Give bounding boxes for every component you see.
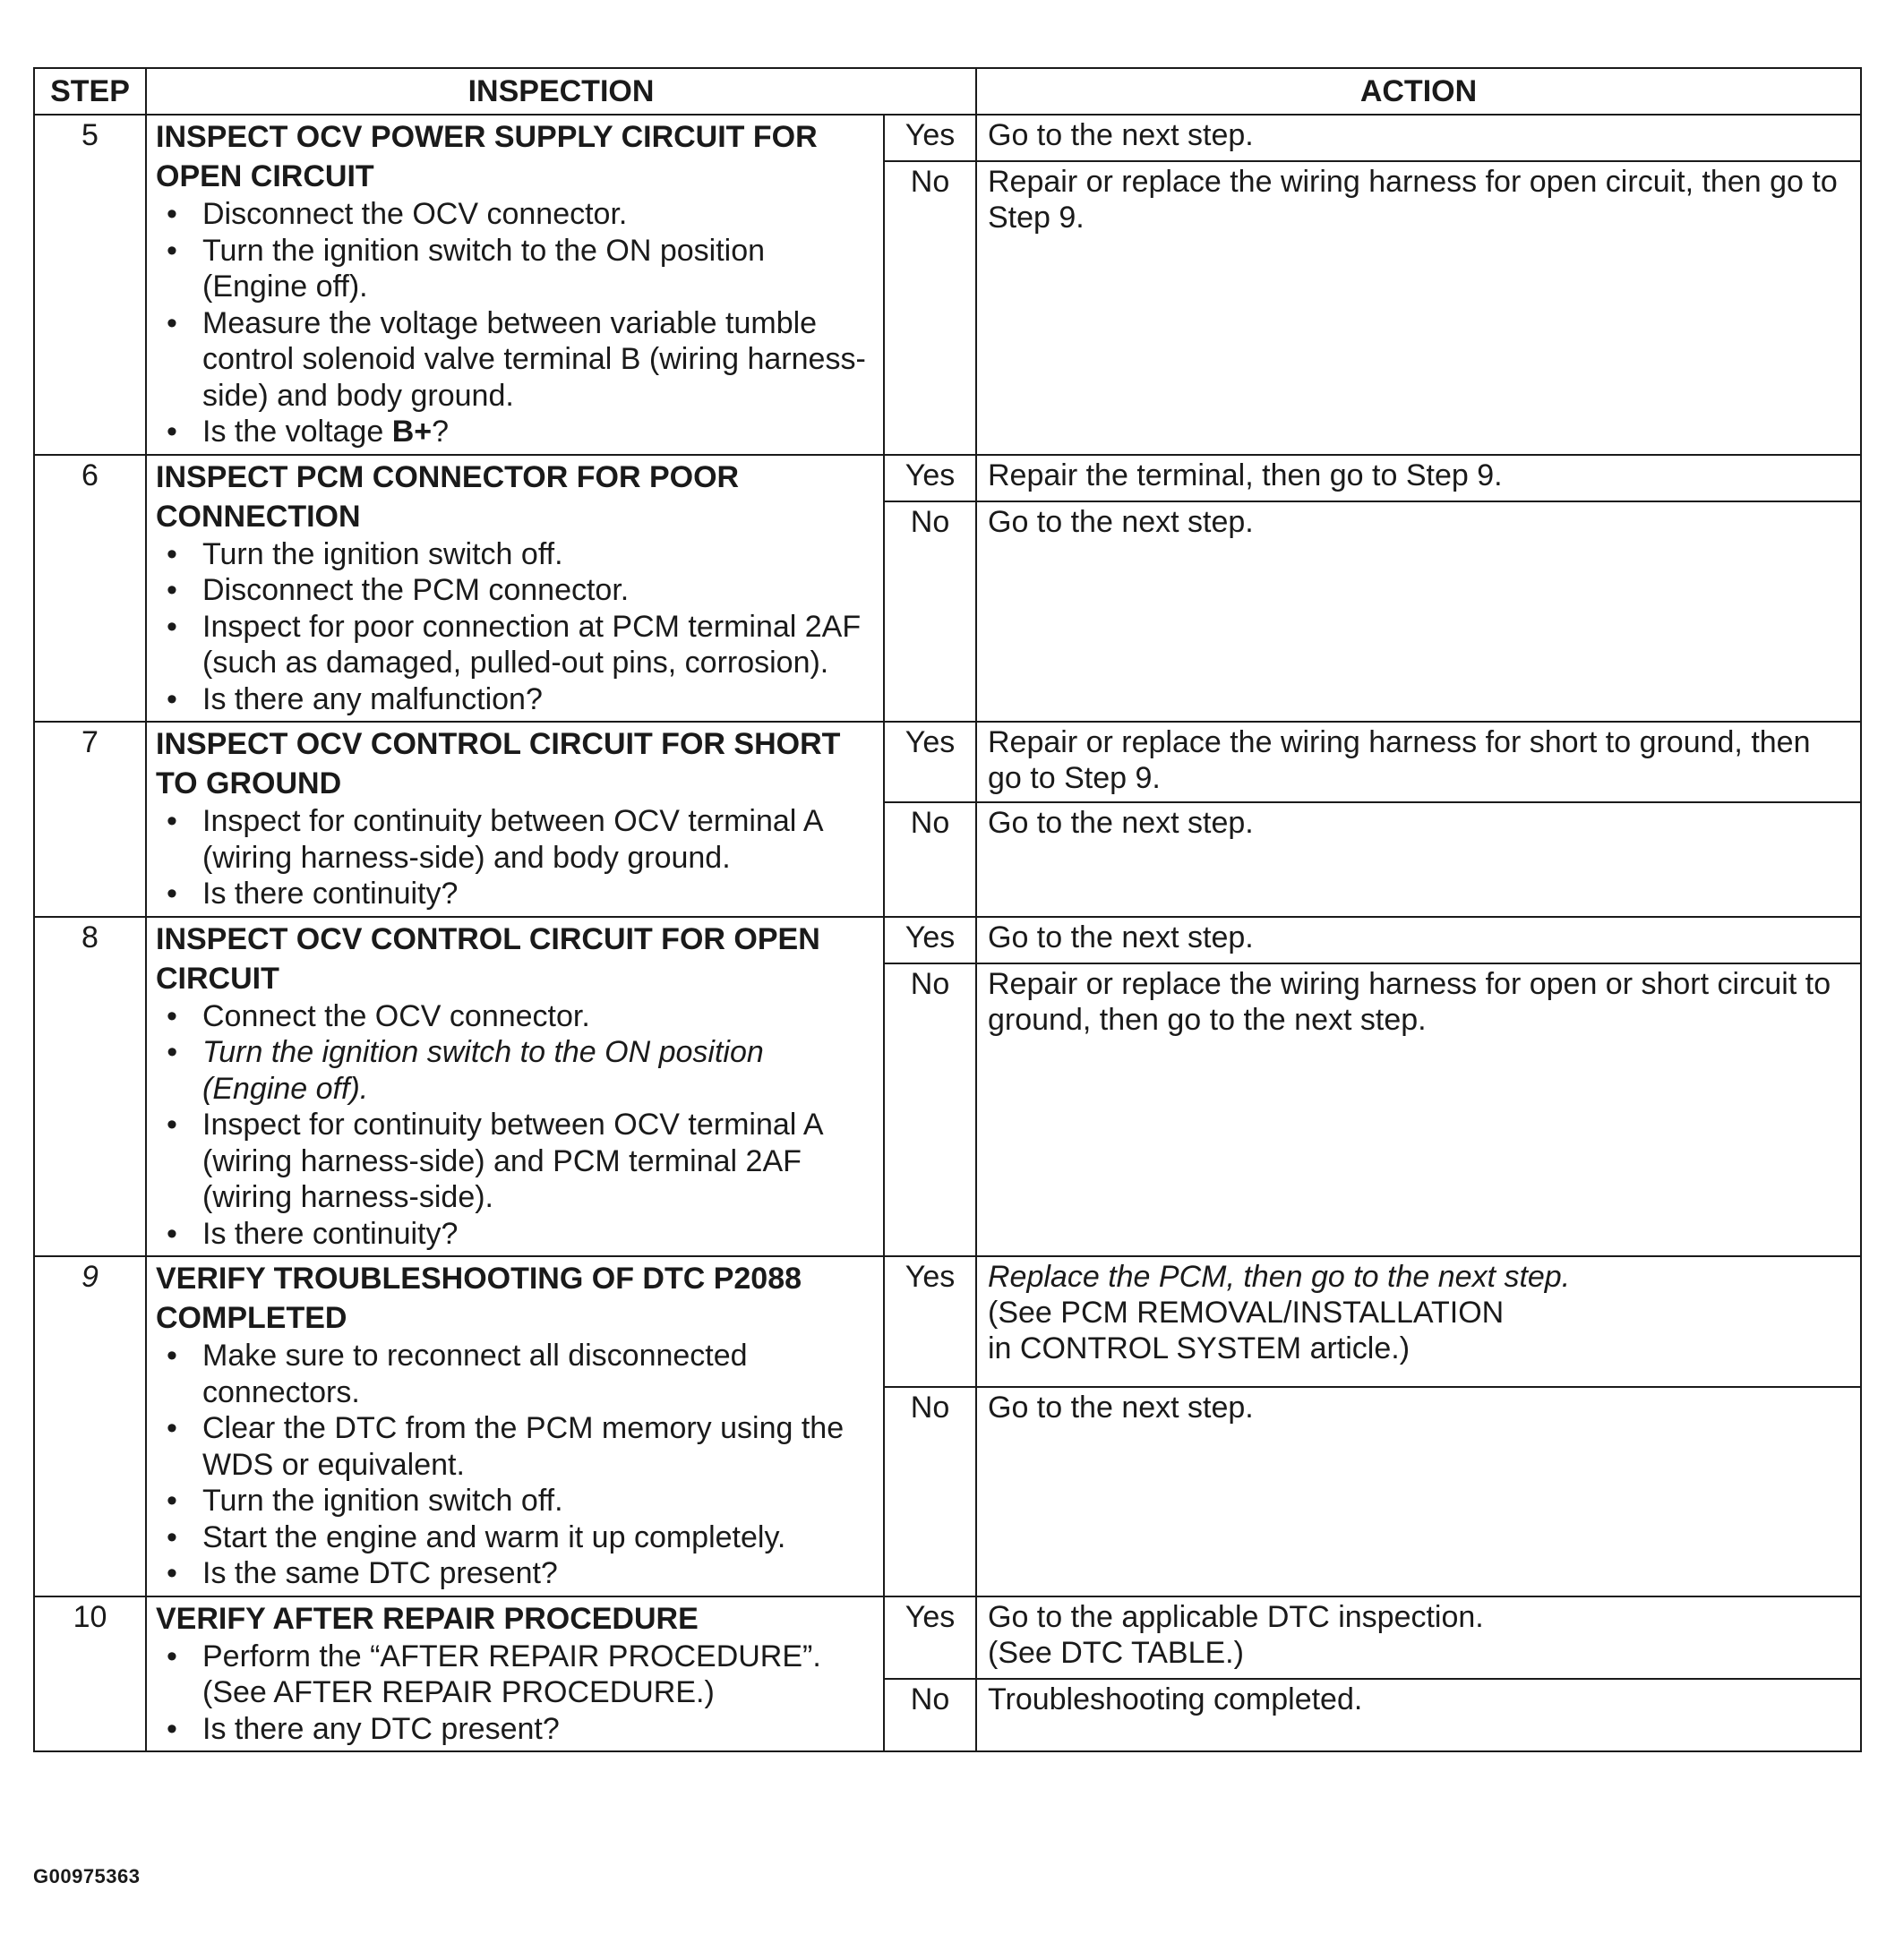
action-line: Replace the PCM, then go to the next step. xyxy=(988,1260,1571,1294)
yes-action: Go to the next step. xyxy=(976,917,1861,963)
no-action: Repair or replace the wiring harness for open circuit, then go to Step 9. xyxy=(976,161,1861,455)
list-item: • Perform the “AFTER REPAIR PROCEDURE”. (See AFTER REPAIR PROCEDURE.) xyxy=(202,1639,874,1711)
inspection-cell xyxy=(146,722,884,917)
no-action: Repair or replace the wiring harness for open or short circuit to ground, then go to the next step. xyxy=(976,963,1861,1257)
inspection-title: INSPECT PCM CONNECTOR FOR POOR CONNECTION xyxy=(156,459,740,534)
yes-action xyxy=(976,1596,1861,1679)
step-number: 10 xyxy=(34,1596,146,1752)
action-line: (See PCM REMOVAL/INSTALLATION xyxy=(988,1296,1505,1330)
list-item: • Is there any DTC present? xyxy=(202,1711,874,1748)
inspection-cell xyxy=(146,1596,884,1752)
table-row xyxy=(34,1256,1861,1387)
inspection-title: VERIFY AFTER REPAIR PROCEDURE xyxy=(156,1601,699,1636)
yes-label: Yes xyxy=(884,1596,976,1679)
inspection-cell xyxy=(146,115,884,455)
header-inspection: INSPECTION xyxy=(146,68,976,115)
yes-action: Repair the terminal, then go to Step 9. xyxy=(976,455,1861,501)
step-number: 6 xyxy=(34,455,146,723)
inspection-cell xyxy=(146,917,884,1257)
yes-label: Yes xyxy=(884,917,976,963)
list-item: • Clear the DTC from the PCM memory using the WDS or equivalent. xyxy=(202,1410,874,1483)
no-action: Go to the next step. xyxy=(976,802,1861,917)
no-label: No xyxy=(884,501,976,723)
table-row xyxy=(34,1596,1861,1679)
list-item: • Turn the ignition switch to the ON position (Engine off). xyxy=(202,1034,874,1107)
header-step: STEP xyxy=(34,68,146,115)
list-item: • Inspect for poor connection at PCM terminal 2AF (such as damaged, pulled-out pins, corrosion). xyxy=(202,609,874,681)
table-row xyxy=(34,455,1861,501)
inspection-title: VERIFY TROUBLESHOOTING OF DTC P2088 COMPLETED xyxy=(156,1262,802,1335)
step-number: 5 xyxy=(34,115,146,455)
yes-label: Yes xyxy=(884,455,976,501)
inspection-cell xyxy=(146,1256,884,1596)
no-label: No xyxy=(884,802,976,917)
list-item: • Is there continuity? xyxy=(202,876,874,912)
inspection-bullets xyxy=(156,1338,874,1592)
yes-label: Yes xyxy=(884,115,976,161)
list-item: • Is there any malfunction? xyxy=(202,681,874,718)
header-row xyxy=(34,68,1861,115)
action-line: (See DTC TABLE.) xyxy=(988,1635,1244,1670)
inspection-title: INSPECT OCV CONTROL CIRCUIT FOR SHORT TO GROUND xyxy=(156,727,841,800)
no-action: Troubleshooting completed. xyxy=(976,1679,1861,1752)
inspection-bullets xyxy=(156,536,874,718)
list-item: • Is the same DTC present? xyxy=(202,1555,874,1592)
inspection-bullets xyxy=(156,803,874,912)
inspection-bullets xyxy=(156,998,874,1253)
bullet-text: Is the voltage xyxy=(202,415,392,449)
bullet-text: ? xyxy=(432,415,450,449)
no-label: No xyxy=(884,1387,976,1596)
yes-action: Repair or replace the wiring harness for short to ground, then go to Step 9. xyxy=(976,722,1861,802)
list-item: • Inspect for continuity between OCV terminal A (wiring harness-side) and PCM terminal 2AF (wiring harness-side). xyxy=(202,1107,874,1216)
yes-action xyxy=(976,1256,1861,1387)
bold-value: B+ xyxy=(391,415,433,449)
inspection-title: INSPECT OCV POWER SUPPLY CIRCUIT FOR OPEN CIRCUIT xyxy=(156,120,818,193)
step-number: 7 xyxy=(34,722,146,917)
list-item: • Disconnect the PCM connector. xyxy=(202,572,874,609)
figure-id: G00975363 xyxy=(33,1865,141,1887)
no-action: Go to the next step. xyxy=(976,501,1861,723)
table-row xyxy=(34,917,1861,963)
no-label: No xyxy=(884,1679,976,1752)
action-line: Go to the applicable DTC inspection. xyxy=(988,1599,1484,1634)
yes-label: Yes xyxy=(884,722,976,802)
list-item: • Disconnect the OCV connector. xyxy=(202,196,874,233)
no-label: No xyxy=(884,963,976,1257)
no-action: Go to the next step. xyxy=(976,1387,1861,1596)
list-item xyxy=(202,414,874,450)
yes-label: Yes xyxy=(884,1256,976,1387)
table-row xyxy=(34,722,1861,802)
list-item: • Make sure to reconnect all disconnected connectors. xyxy=(202,1338,874,1410)
inspection-cell xyxy=(146,455,884,723)
yes-action: Go to the next step. xyxy=(976,115,1861,161)
action-line: in CONTROL SYSTEM article.) xyxy=(988,1331,1411,1365)
list-item: • Turn the ignition switch off. xyxy=(202,536,874,573)
list-item: • Measure the voltage between variable tumble control solenoid valve terminal B (wiring harness-side) and body ground. xyxy=(202,305,874,415)
list-item: • Is there continuity? xyxy=(202,1216,874,1253)
list-item: • Turn the ignition switch to the ON position (Engine off). xyxy=(202,233,874,305)
list-item: • Start the engine and warm it up completely. xyxy=(202,1519,874,1556)
step-number: 8 xyxy=(34,917,146,1257)
troubleshooting-table xyxy=(33,67,1862,1752)
list-item: • Turn the ignition switch off. xyxy=(202,1483,874,1519)
header-action: ACTION xyxy=(976,68,1861,115)
inspection-title: INSPECT OCV CONTROL CIRCUIT FOR OPEN CIRCUIT xyxy=(156,921,820,996)
inspection-bullets xyxy=(156,196,874,450)
table-row xyxy=(34,115,1861,161)
list-item: • Connect the OCV connector. xyxy=(202,998,874,1035)
list-item: • Inspect for continuity between OCV terminal A (wiring harness-side) and body ground. xyxy=(202,803,874,876)
inspection-bullets xyxy=(156,1639,874,1748)
step-number: 9 xyxy=(34,1256,146,1596)
no-label: No xyxy=(884,161,976,455)
